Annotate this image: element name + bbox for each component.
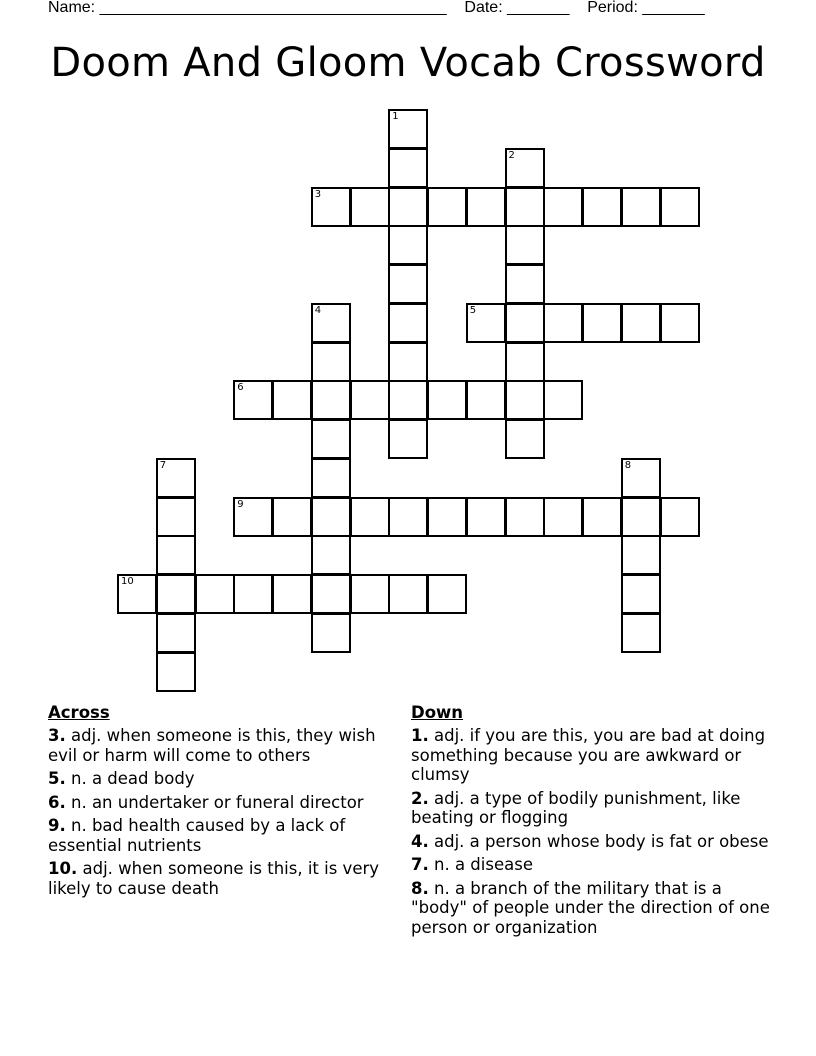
cell-number: 5 <box>469 304 477 316</box>
clue-number: 2. <box>411 788 429 808</box>
across-clue <box>48 859 393 898</box>
crossword-cell[interactable] <box>195 574 235 614</box>
crossword-cell[interactable] <box>388 342 428 382</box>
cell-number: 6 <box>237 382 244 394</box>
crossword-cell[interactable] <box>311 303 351 343</box>
clue-number: 10. <box>48 859 78 878</box>
crossword-cell[interactable] <box>233 497 273 537</box>
crossword-cell[interactable] <box>543 303 583 343</box>
crossword-cell[interactable] <box>505 419 545 459</box>
crossword-cell[interactable] <box>505 342 545 382</box>
crossword-cell[interactable] <box>272 574 312 614</box>
crossword-cell[interactable] <box>427 187 467 227</box>
clue-text: n. an undertaker or funeral director <box>71 792 364 812</box>
crossword-cell[interactable] <box>388 264 428 304</box>
crossword-cell[interactable] <box>350 187 390 227</box>
crossword-cell[interactable] <box>621 535 661 575</box>
crossword-cell[interactable] <box>582 303 622 343</box>
crossword-cell[interactable] <box>505 187 545 227</box>
crossword-cell[interactable] <box>505 148 545 188</box>
name-blank[interactable]: _______________________________________ <box>99 0 447 16</box>
crossword-cell[interactable] <box>388 419 428 459</box>
clue-number: 3. <box>48 726 66 745</box>
crossword-cell[interactable] <box>388 380 428 420</box>
crossword-cell[interactable] <box>350 574 390 614</box>
crossword-cell[interactable] <box>311 187 351 227</box>
date-blank[interactable]: _______ <box>507 0 570 16</box>
crossword-cell[interactable] <box>466 303 506 343</box>
crossword-cell[interactable] <box>388 574 428 614</box>
across-clue <box>48 726 393 765</box>
crossword-cell[interactable] <box>156 535 196 575</box>
cell-number: 8 <box>624 459 632 471</box>
crossword-cell[interactable] <box>621 497 661 537</box>
crossword-cell[interactable] <box>427 380 467 420</box>
crossword-cell[interactable] <box>350 497 390 537</box>
cell-number: 3 <box>314 188 322 200</box>
cell-number: 4 <box>314 304 322 316</box>
crossword-cell[interactable] <box>660 187 700 227</box>
clue-number: 9. <box>48 816 66 835</box>
clue-number: 4. <box>411 831 429 851</box>
crossword-cell[interactable] <box>233 574 273 614</box>
crossword-cell[interactable] <box>311 613 351 653</box>
crossword-cell[interactable] <box>505 497 545 537</box>
down-clue <box>411 726 771 785</box>
crossword-cell[interactable] <box>660 303 700 343</box>
period-label: Period: <box>587 0 638 16</box>
crossword-cell[interactable] <box>543 380 583 420</box>
crossword-cell[interactable] <box>543 187 583 227</box>
down-clue <box>411 855 771 875</box>
crossword-cell[interactable] <box>621 187 661 227</box>
clue-number: 8. <box>411 878 429 898</box>
clue-number: 6. <box>48 792 66 812</box>
crossword-cell[interactable] <box>505 225 545 265</box>
crossword-cell[interactable] <box>505 264 545 304</box>
crossword-cell[interactable] <box>466 380 506 420</box>
crossword-cell[interactable] <box>505 380 545 420</box>
clue-number: 7. <box>411 855 429 874</box>
across-heading: Across <box>48 703 110 722</box>
crossword-cell[interactable] <box>388 187 428 227</box>
crossword-cell[interactable] <box>156 613 196 653</box>
clue-text: n. a disease <box>434 855 533 874</box>
across-clue-list <box>48 726 393 898</box>
page-title: Doom And Gloom Vocab Crossword <box>50 40 766 86</box>
crossword-cell[interactable] <box>156 574 196 614</box>
clue-text: adj. when someone is this, they wish evil or harm will come to others <box>48 726 376 765</box>
cell-number: 2 <box>508 149 515 161</box>
period-blank[interactable]: _______ <box>642 0 705 16</box>
crossword-cell[interactable] <box>311 574 351 614</box>
cell-number: 10 <box>121 576 134 587</box>
crossword-cell[interactable] <box>272 497 312 537</box>
crossword-cell[interactable] <box>350 380 390 420</box>
crossword-cell[interactable] <box>233 380 273 420</box>
crossword-cell[interactable] <box>505 303 545 343</box>
crossword-cell[interactable] <box>311 380 351 420</box>
crossword-cell[interactable] <box>582 497 622 537</box>
crossword-cell[interactable] <box>311 497 351 537</box>
crossword-cell[interactable] <box>427 574 467 614</box>
crossword-cell[interactable] <box>621 574 661 614</box>
crossword-cell[interactable] <box>621 613 661 653</box>
name-label: Name: <box>48 0 96 16</box>
clue-text: n. a branch of the military that is a "body" of people under the direction of one person or organization <box>411 878 770 937</box>
across-clue <box>48 816 393 855</box>
across-clues <box>48 702 393 902</box>
clue-text: adj. a type of bodily punishment, like beating or flogging <box>411 788 741 827</box>
clue-text: n. bad health caused by a lack of essential nutrients <box>48 816 346 855</box>
crossword-cell[interactable] <box>388 225 428 265</box>
cell-number: 9 <box>237 498 244 510</box>
crossword-cell[interactable] <box>388 109 428 149</box>
date-label: Date: <box>464 0 503 16</box>
crossword-cell[interactable] <box>621 303 661 343</box>
down-clue <box>411 879 771 938</box>
down-clue <box>411 832 771 852</box>
crossword-cell[interactable] <box>543 497 583 537</box>
down-clues <box>411 702 771 941</box>
crossword-cell[interactable] <box>117 574 157 614</box>
crossword-cell[interactable] <box>156 458 196 498</box>
crossword-cell[interactable] <box>427 497 467 537</box>
clue-text: adj. when someone is this, it is very likely to cause death <box>48 859 380 898</box>
clue-number: 5. <box>48 769 66 788</box>
crossword-cell[interactable] <box>311 342 351 382</box>
down-clue-list <box>411 726 771 937</box>
cell-number: 1 <box>392 111 399 122</box>
across-clue <box>48 769 393 789</box>
clue-text: adj. a person whose body is fat or obese <box>434 831 769 851</box>
crossword-cell[interactable] <box>388 303 428 343</box>
crossword-cell[interactable] <box>311 535 351 575</box>
down-clue <box>411 789 771 828</box>
clue-text: adj. if you are this, you are bad at doing something because you are awkward or clumsy <box>411 726 766 784</box>
crossword-cell[interactable] <box>582 187 622 227</box>
down-heading: Down <box>411 703 464 722</box>
clue-number: 1. <box>411 726 429 745</box>
crossword-cell[interactable] <box>156 652 196 692</box>
crossword-cell[interactable] <box>156 497 196 537</box>
crossword-cell[interactable] <box>466 497 506 537</box>
cell-number: 7 <box>159 459 167 471</box>
crossword-cell[interactable] <box>272 380 312 420</box>
across-clue <box>48 793 393 813</box>
crossword-cell[interactable] <box>621 458 661 498</box>
crossword-cell[interactable] <box>466 187 506 227</box>
crossword-cell[interactable] <box>388 497 428 537</box>
crossword-cell[interactable] <box>388 148 428 188</box>
crossword-cell[interactable] <box>660 497 700 537</box>
crossword-cell[interactable] <box>311 458 351 498</box>
clue-text: n. a dead body <box>71 769 195 788</box>
crossword-cell[interactable] <box>311 419 351 459</box>
